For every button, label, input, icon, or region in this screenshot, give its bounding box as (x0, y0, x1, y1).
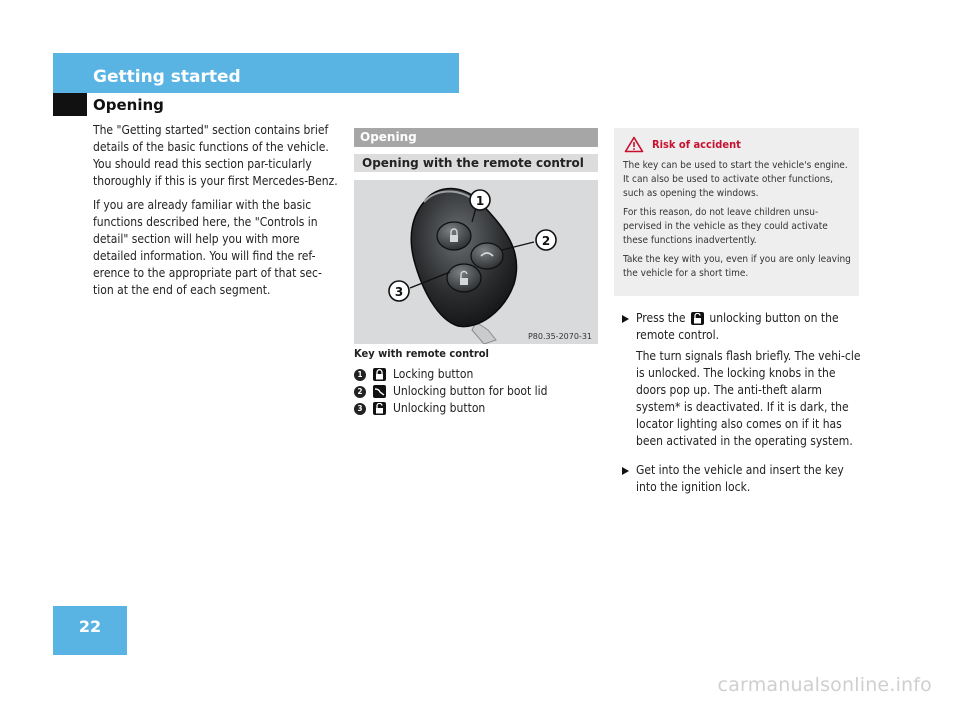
page-number-box (53, 606, 127, 655)
warning-box (614, 128, 859, 296)
warning-title: Risk of accident (652, 138, 741, 151)
callout-3 (389, 281, 409, 301)
legend-number: 3 (354, 403, 366, 415)
section-title: Opening (360, 130, 417, 144)
intro-paragraph-2: If you are already familiar with the basic functions described here, the "Controls in detail" section will help you with more detailed information. You will find the ref-erence to the appropriate part of that sec-tion at the end of each segment. (93, 198, 322, 297)
subsection-heading: Opening with the remote control (362, 156, 584, 170)
watermark: carmanualsonline.info (717, 674, 932, 696)
step-instruction: Get into the vehicle and insert the key into the ignition lock. (636, 463, 844, 494)
warning-triangle-icon (624, 136, 644, 153)
callout-1-label: 1 (475, 194, 485, 208)
legend-number: 2 (354, 386, 366, 398)
figure-code: P80.35-2070-31 (527, 332, 592, 341)
intro-paragraph-1: The "Getting started" section contains brief details of the basic functions of the vehicle. You should read this section par-ticularly thoroughly if this is your first Mercedes-Benz. (93, 123, 338, 188)
lock-open-icon (691, 312, 704, 325)
step-body (636, 462, 862, 500)
step-detail: The turn signals flash briefly. The vehi-cle is unlocked. The locking knobs in the doors pop up. The anti-theft alarm system* is deactivated. If it is dark, the locator lighting also comes on if it has been activated in the operating system. (636, 349, 861, 448)
step-item (614, 310, 862, 454)
callout-3-label: 3 (394, 285, 404, 299)
legend-item (354, 366, 548, 383)
warning-text (623, 159, 853, 286)
intro-text (93, 122, 339, 306)
legend-item (354, 383, 548, 400)
callout-1 (470, 190, 490, 210)
subsection-marker (53, 93, 87, 116)
button-legend (354, 366, 548, 417)
step-body (636, 310, 862, 454)
step-item (614, 462, 862, 500)
boot-lid-icon (373, 385, 386, 398)
warning-header (624, 136, 741, 153)
lock-closed-icon (373, 368, 386, 381)
instruction-steps (614, 310, 862, 508)
step-text-suffix: unlocking button on the remote control. (636, 311, 839, 342)
legend-label: Unlocking button for boot lid (393, 384, 548, 398)
subsection-title: Opening (93, 96, 164, 114)
warning-paragraph: For this reason, do not leave children unsu-pervised in the vehicle as they could activate these functions inadvertently. (623, 207, 828, 246)
step-arrow-icon (614, 310, 636, 454)
step-instruction (636, 310, 862, 344)
step-arrow-icon (614, 462, 636, 500)
boot-button (471, 243, 503, 269)
legend-label: Unlocking button (393, 401, 486, 415)
callout-2-label: 2 (541, 234, 551, 248)
warning-paragraph: Take the key with you, even if you are only leaving the vehicle for a short time. (623, 254, 851, 279)
step-text-prefix: Press the (636, 311, 686, 325)
warning-paragraph: The key can be used to start the vehicle's engine. It can also be used to activate other functions, such as opening the windows. (623, 160, 848, 199)
page-number: 22 (78, 617, 102, 636)
legend-item (354, 400, 548, 417)
remote-key-illustration (354, 180, 598, 344)
lock-open-icon (373, 402, 386, 415)
chapter-title: Getting started (93, 67, 241, 87)
figure-caption: Key with remote control (354, 347, 489, 360)
legend-number: 1 (354, 369, 366, 381)
legend-label: Locking button (393, 367, 474, 381)
key-figure (354, 180, 598, 344)
callout-2 (536, 230, 556, 250)
